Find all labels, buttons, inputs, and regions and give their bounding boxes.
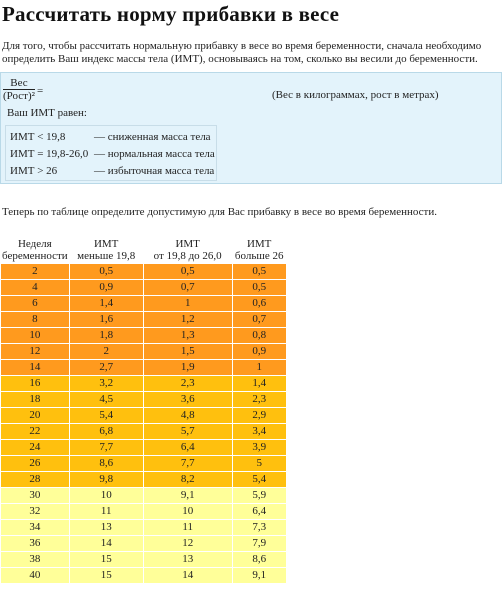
weight-gain-table bbox=[0, 236, 287, 584]
table-cell-low: 8,6 bbox=[70, 456, 143, 471]
table-cell-high: 3,9 bbox=[233, 440, 286, 455]
table-cell-week: 24 bbox=[1, 440, 69, 455]
table-cell-normal: 0,5 bbox=[144, 264, 232, 279]
table-cell-low: 4,5 bbox=[70, 392, 143, 407]
table-row bbox=[1, 440, 286, 455]
bmi-formula bbox=[3, 77, 35, 102]
table-cell-low: 1,8 bbox=[70, 328, 143, 343]
table-cell-normal: 11 bbox=[144, 520, 232, 535]
table-row bbox=[1, 552, 286, 567]
legend-row-normal bbox=[10, 146, 215, 162]
table-cell-high: 1,4 bbox=[233, 376, 286, 391]
table-cell-week: 36 bbox=[1, 536, 69, 551]
table-row bbox=[1, 328, 286, 343]
table-cell-week: 40 bbox=[1, 568, 69, 583]
table-cell-normal: 13 bbox=[144, 552, 232, 567]
header-week: Неделя беременности bbox=[2, 238, 68, 262]
table-cell-week: 18 bbox=[1, 392, 69, 407]
table-cell-high: 2,9 bbox=[233, 408, 286, 423]
table-cell-high: 5 bbox=[233, 456, 286, 471]
table-row bbox=[1, 520, 286, 535]
table-cell-normal: 1,2 bbox=[144, 312, 232, 327]
table-cell-low: 6,8 bbox=[70, 424, 143, 439]
intro-text: Для того, чтобы рассчитать нормальную прибавку в весе во время беременности, сначала необходимо определить Ваш индекс массы тела (ИМТ), основываясь на том, сколько вы весили до беременности. bbox=[2, 40, 482, 65]
legend-row-high bbox=[10, 163, 214, 179]
legend-condition: ИМТ < 19,8 bbox=[10, 131, 66, 143]
table-cell-week: 38 bbox=[1, 552, 69, 567]
header-bmi-low: ИМТ меньше 19,8 bbox=[70, 237, 143, 263]
table-cell-week: 34 bbox=[1, 520, 69, 535]
table-row bbox=[1, 424, 286, 439]
table-cell-low: 7,7 bbox=[70, 440, 143, 455]
table-cell-normal: 1,9 bbox=[144, 360, 232, 375]
page-title: Рассчитать норму прибавки в весе bbox=[2, 2, 340, 26]
header-bmi-normal: ИМТ от 19,8 до 26,0 bbox=[144, 237, 232, 263]
table-cell-low: 15 bbox=[70, 552, 143, 567]
table-cell-week: 20 bbox=[1, 408, 69, 423]
table-cell-week: 10 bbox=[1, 328, 69, 343]
table-header-row bbox=[1, 237, 286, 263]
table-cell-low: 10 bbox=[70, 488, 143, 503]
table-cell-high: 0,6 bbox=[233, 296, 286, 311]
table-row bbox=[1, 472, 286, 487]
table-cell-high: 0,7 bbox=[233, 312, 286, 327]
table-cell-high: 0,9 bbox=[233, 344, 286, 359]
table-cell-normal: 10 bbox=[144, 504, 232, 519]
table-cell-high: 0,8 bbox=[233, 328, 286, 343]
table-cell-high: 7,3 bbox=[233, 520, 286, 535]
table-row bbox=[1, 456, 286, 471]
legend-condition: ИМТ = 19,8-26,0 bbox=[10, 148, 89, 160]
table-cell-normal: 4,8 bbox=[144, 408, 232, 423]
table-cell-week: 14 bbox=[1, 360, 69, 375]
table-cell-normal: 12 bbox=[144, 536, 232, 551]
table-instruction: Теперь по таблице определите допустимую для Вас прибавку в весе во время беременности. bbox=[2, 206, 437, 218]
bmi-result-label: Ваш ИМТ равен: bbox=[7, 107, 87, 119]
table-cell-normal: 1,5 bbox=[144, 344, 232, 359]
table-cell-week: 26 bbox=[1, 456, 69, 471]
table-cell-normal: 14 bbox=[144, 568, 232, 583]
table-cell-low: 0,9 bbox=[70, 280, 143, 295]
table-cell-high: 0,5 bbox=[233, 280, 286, 295]
table-row bbox=[1, 488, 286, 503]
units-note: (Вес в килограммах, рост в метрах) bbox=[272, 89, 439, 101]
table-cell-week: 28 bbox=[1, 472, 69, 487]
table-row bbox=[1, 264, 286, 279]
table-cell-week: 12 bbox=[1, 344, 69, 359]
formula-equals: = bbox=[37, 85, 44, 97]
table-cell-normal: 1 bbox=[144, 296, 232, 311]
table-cell-low: 9,8 bbox=[70, 472, 143, 487]
table-row bbox=[1, 536, 286, 551]
table-cell-normal: 3,6 bbox=[144, 392, 232, 407]
table-row bbox=[1, 280, 286, 295]
table-cell-high: 2,3 bbox=[233, 392, 286, 407]
table-cell-high: 8,6 bbox=[233, 552, 286, 567]
table-row bbox=[1, 296, 286, 311]
table-cell-week: 6 bbox=[1, 296, 69, 311]
table-cell-high: 1 bbox=[233, 360, 286, 375]
table-cell-low: 15 bbox=[70, 568, 143, 583]
formula-denominator: (Рост)² bbox=[3, 90, 35, 102]
table-cell-high: 3,4 bbox=[233, 424, 286, 439]
table-cell-low: 1,4 bbox=[70, 296, 143, 311]
table-cell-low: 2 bbox=[70, 344, 143, 359]
table-cell-low: 11 bbox=[70, 504, 143, 519]
table-cell-normal: 7,7 bbox=[144, 456, 232, 471]
table-cell-high: 7,9 bbox=[233, 536, 286, 551]
table-row bbox=[1, 376, 286, 391]
table-row bbox=[1, 344, 286, 359]
table-cell-high: 6,4 bbox=[233, 504, 286, 519]
table-cell-week: 4 bbox=[1, 280, 69, 295]
table-cell-high: 9,1 bbox=[233, 568, 286, 583]
table-row bbox=[1, 312, 286, 327]
formula-numerator: Вес bbox=[3, 77, 35, 90]
table-row bbox=[1, 392, 286, 407]
table-cell-week: 30 bbox=[1, 488, 69, 503]
legend-meaning: — нормальная масса тела bbox=[94, 148, 215, 160]
table-cell-normal: 0,7 bbox=[144, 280, 232, 295]
table-cell-normal: 1,3 bbox=[144, 328, 232, 343]
table-row bbox=[1, 408, 286, 423]
table-cell-week: 32 bbox=[1, 504, 69, 519]
table-cell-week: 16 bbox=[1, 376, 69, 391]
legend-meaning: — избыточная масса тела bbox=[94, 165, 215, 177]
table-cell-normal: 6,4 bbox=[144, 440, 232, 455]
table-cell-high: 5,4 bbox=[233, 472, 286, 487]
table-cell-normal: 8,2 bbox=[144, 472, 232, 487]
table-cell-low: 2,7 bbox=[70, 360, 143, 375]
table-cell-low: 13 bbox=[70, 520, 143, 535]
legend-condition: ИМТ > 26 bbox=[10, 165, 58, 177]
table-cell-low: 1,6 bbox=[70, 312, 143, 327]
table-cell-low: 5,4 bbox=[70, 408, 143, 423]
table-cell-low: 3,2 bbox=[70, 376, 143, 391]
table-cell-week: 22 bbox=[1, 424, 69, 439]
table-cell-normal: 2,3 bbox=[144, 376, 232, 391]
table-cell-normal: 5,7 bbox=[144, 424, 232, 439]
table-row bbox=[1, 360, 286, 375]
bmi-legend bbox=[5, 125, 217, 181]
table-cell-normal: 9,1 bbox=[144, 488, 232, 503]
table-cell-week: 2 bbox=[1, 264, 69, 279]
table-body bbox=[1, 264, 286, 583]
table-cell-week: 8 bbox=[1, 312, 69, 327]
table-row bbox=[1, 504, 286, 519]
table-cell-high: 5,9 bbox=[233, 488, 286, 503]
table-cell-high: 0,5 bbox=[233, 264, 286, 279]
legend-row-low bbox=[10, 129, 211, 145]
table-row bbox=[1, 568, 286, 583]
header-bmi-high: ИМТ больше 26 bbox=[233, 237, 286, 263]
table-cell-low: 0,5 bbox=[70, 264, 143, 279]
legend-meaning: — сниженная масса тела bbox=[94, 131, 211, 143]
table-cell-low: 14 bbox=[70, 536, 143, 551]
bmi-calculator-panel bbox=[0, 72, 502, 184]
